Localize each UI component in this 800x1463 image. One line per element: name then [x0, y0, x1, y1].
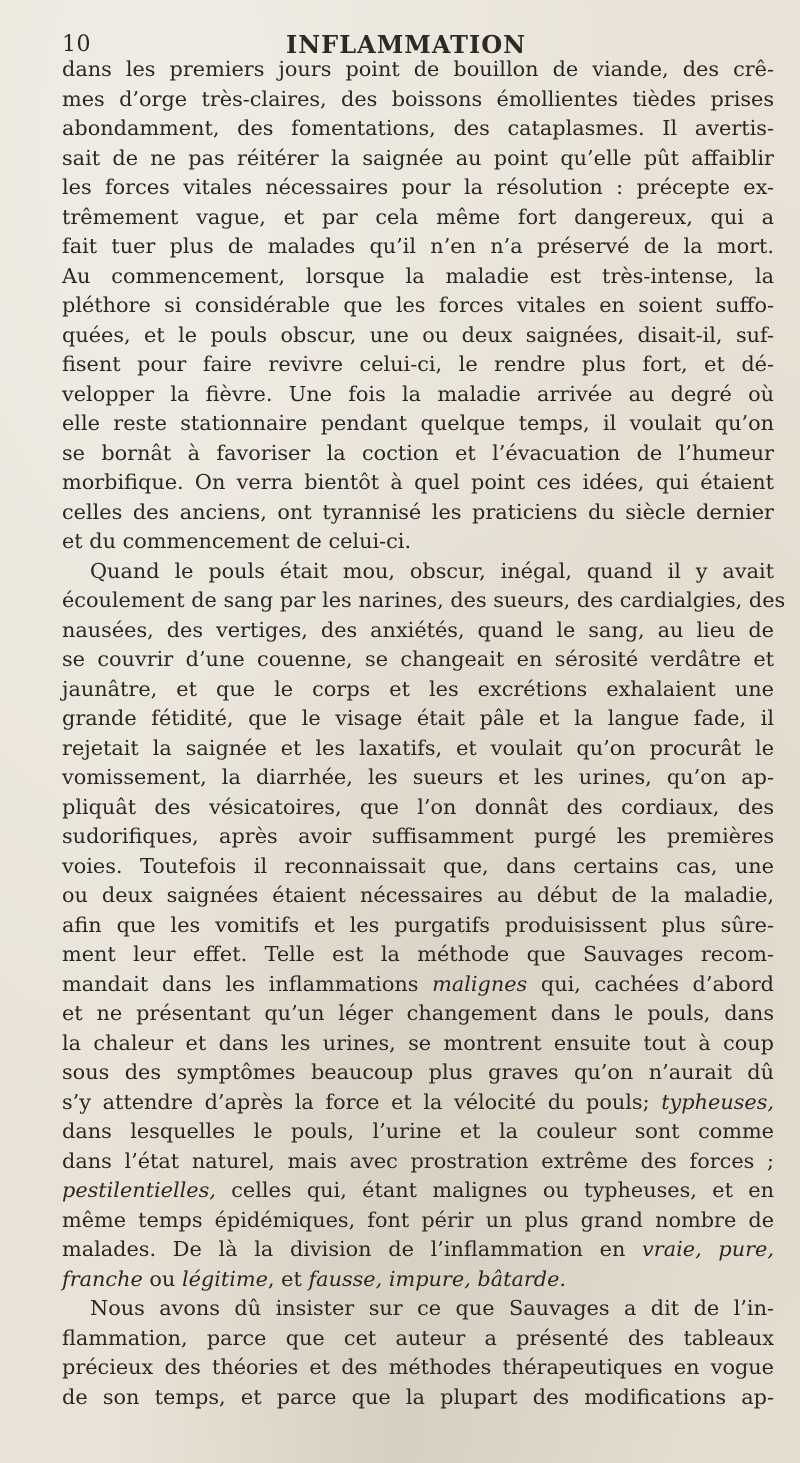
text-line: Au commencement, lorsque la maladie est très-intense, la	[62, 263, 774, 288]
text-line: jaunâtre, et que le corps et les excrétions exhalaient une	[62, 676, 774, 701]
paragraph-1	[62, 55, 774, 557]
text-line: voies. Toutefois il reconnaissait que, dans certains cas, une	[62, 853, 774, 878]
text-line: pléthore si considérable que les forces vitales en soient suffo-	[62, 293, 774, 317]
text-span: ou	[149, 1266, 176, 1291]
text-line: vomissement, la diarrhée, les sueurs et les urines, qu’on ap-	[62, 765, 774, 789]
text-line: Nous avons dû insister sur ce que Sauvages a dit de l’in-	[90, 1296, 774, 1320]
text-line: les forces vitales nécessaires pour la résolution : précepte ex-	[62, 175, 774, 199]
text-span: mandait dans les inflammations	[62, 971, 419, 996]
text-line: sait de ne pas réitérer la saignée au point qu’elle pût affaiblir	[62, 145, 774, 170]
italic-term: légitime	[181, 1266, 268, 1291]
text-line: quées, et le pouls obscur, une ou deux saignées, disait-il, suf-	[62, 322, 774, 347]
text-line: abondamment, des fomentations, des cataplasmes. Il avertis-	[62, 116, 774, 140]
italic-term: typheuses,	[661, 1089, 774, 1114]
text-line: même temps épidémiques, font périr un plus grand nombre de	[62, 1207, 774, 1232]
text-line	[62, 1265, 774, 1295]
text-line: morbifique. On verra bientôt à quel point ces idées, qui étaient	[62, 470, 774, 494]
text-line: de son temps, et parce que la plupart des modifications ap-	[62, 1384, 774, 1409]
text-span: malades. De là la division de l’inflammation en	[62, 1237, 626, 1261]
text-line: sous des symptômes beaucoup plus graves qu’on n’aurait dû	[62, 1060, 774, 1084]
text-line	[62, 1088, 774, 1118]
text-line: fait tuer plus de malades qu’il n’en n’a préservé de la mort.	[62, 234, 774, 258]
text-line: écoulement de sang par les narines, des sueurs, des cardialgies, des	[62, 588, 786, 612]
body-text	[62, 55, 786, 1412]
text-line	[62, 970, 774, 1000]
text-line: grande fétidité, que le visage était pâle et la langue fade, il	[62, 706, 774, 730]
text-line: velopper la fièvre. Une fois la maladie arrivée au degré où	[62, 381, 774, 406]
text-span: s’y attendre d’après la force et la vélocité du pouls;	[62, 1089, 650, 1114]
text-span: celles qui, étant malignes ou typheuses, et en	[231, 1178, 774, 1202]
text-line: la chaleur et dans les urines, se montrent ensuite tout à coup	[62, 1030, 774, 1055]
text-line: sudorifiques, après avoir suffisamment purgé les premières	[62, 824, 774, 848]
text-line: dans l’état naturel, mais avec prostration extrême des forces ;	[62, 1148, 774, 1173]
text-line: dans les premiers jours point de bouillon de viande, des crê-	[62, 57, 774, 81]
text-line: celles des anciens, ont tyrannisé les praticiens du siècle dernier	[62, 499, 774, 524]
page-number: 10	[62, 32, 91, 57]
text-line: dans lesquelles le pouls, l’urine et la couleur sont comme	[62, 1119, 774, 1143]
italic-term: pestilentielles,	[62, 1178, 216, 1202]
text-span: et	[281, 1266, 302, 1291]
text-line: nausées, des vertiges, des anxiétés, quand le sang, au lieu de	[62, 617, 774, 642]
text-line: ou deux saignées étaient nécessaires au début de la maladie,	[62, 883, 774, 907]
text-line	[62, 1235, 774, 1265]
text-line: fisent pour faire revivre celui-ci, le rendre plus fort, et dé-	[62, 352, 774, 376]
text-line: se bornât à favoriser la coction et l’évacuation de l’humeur	[62, 440, 774, 465]
text-line: elle reste stationnaire pendant quelque temps, il voulait qu’on	[62, 411, 774, 435]
paragraph-3	[62, 1294, 774, 1412]
italic-term: franche	[62, 1266, 143, 1291]
text-line: flammation, parce que cet auteur a présenté des tableaux	[62, 1325, 774, 1350]
text-line: et ne présentant qu’un léger changement dans le pouls, dans	[62, 1001, 774, 1025]
text-line: rejetait la saignée et les laxatifs, et voulait qu’on procurât le	[62, 735, 774, 760]
text-line: se couvrir d’une couenne, se changeait en sérosité verdâtre et	[62, 647, 774, 671]
running-title: INFLAMMATION	[286, 30, 527, 59]
text-span: qui, cachées d’abord	[540, 971, 774, 996]
text-line: et du commencement de celui-ci.	[62, 529, 412, 553]
text-line: Quand le pouls était mou, obscur, inégal, quand il y avait	[90, 558, 774, 583]
text-span: ,	[267, 1266, 275, 1291]
text-line: mes d’orge très-claires, des boissons émollientes tièdes prises	[62, 86, 774, 111]
text-line	[62, 1176, 774, 1206]
text-line: afin que les vomitifs et les purgatifs produisissent plus sûre-	[62, 912, 774, 937]
text-line: pliquât des vésicatoires, que l’on donnât des cordiaux, des	[62, 794, 774, 819]
paragraph-2	[62, 557, 786, 1295]
text-line: ment leur effet. Telle est la méthode que Sauvages recom-	[62, 942, 774, 966]
italic-term: vraie, pure,	[642, 1237, 774, 1261]
text-line: précieux des théories et des méthodes thérapeutiques en vogue	[62, 1355, 774, 1379]
text-line: trêmement vague, et par cela même fort dangereux, qui a	[62, 204, 774, 229]
italic-term: fausse, impure, bâtarde.	[308, 1266, 567, 1291]
italic-term: malignes	[432, 971, 528, 996]
